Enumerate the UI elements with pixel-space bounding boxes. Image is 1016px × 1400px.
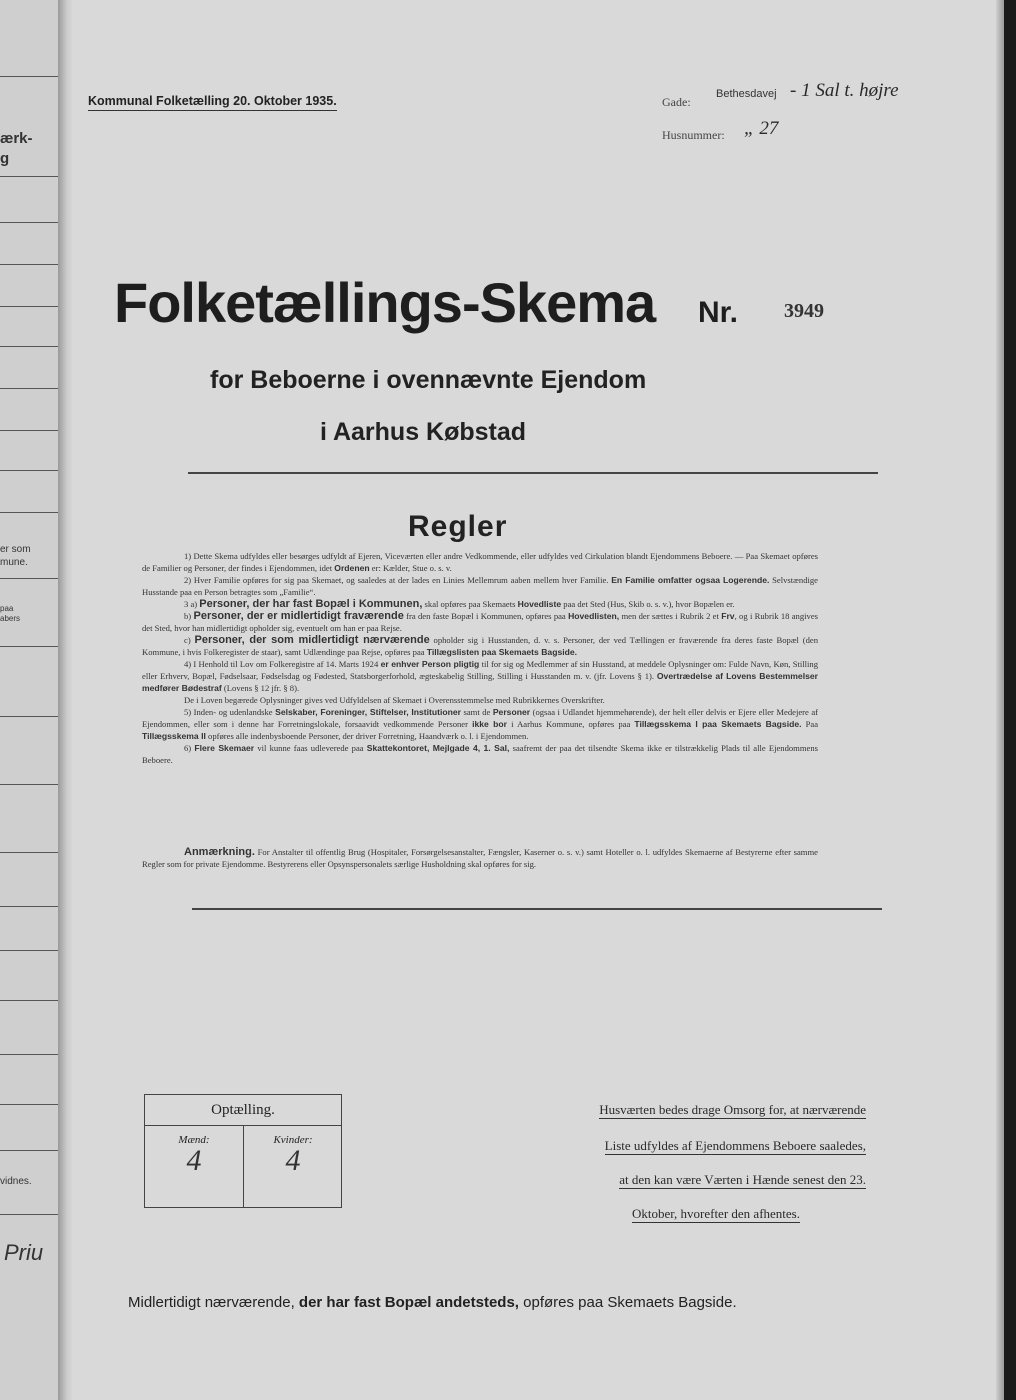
tally-men-cell (145, 1126, 243, 1207)
rule-line (0, 512, 58, 513)
notice-line: Liste udfyldes af Ejendommens Beboere saaledes, (604, 1138, 866, 1153)
street-label: Gade: (662, 95, 691, 109)
rule-2: 2) Hver Familie opføres for sig paa Skemaet, og saaledes at der lades en Linies Mellemrum aaben mellem hver Familie. En Familie omfatter ogsaa Logerende. Selvstændige Husstande paa en Person betragtes som „Familie“. (142, 575, 818, 597)
rule-line (0, 1214, 58, 1215)
notice-line: at den kan være Værten i Hænde senest den 23. (619, 1172, 866, 1187)
page-fragment: paa (0, 604, 14, 613)
rule-5: 5) Inden- og udenlandske Selskaber, Foreninger, Stiftelser, Institutioner samt de Personer (ogsaa i Udlandet hjemmehørende), der helt eller delvis er Ejere eller Medejere af Ejendommen, eller som i denne har Forretningslokale, forsaavidt vedkommende Personer ikke bor i Aarhus Kommune, opføres paa Tillægsskema I paa Skemaets Bagside. Paa Tillægsskema II opføres alle indenbysboende Personer, der driver Forretning, Haandværk o. l. i Ejendommen. (142, 707, 819, 741)
rule-4: 4) I Henhold til Lov om Folkeregistre af 14. Marts 1924 er enhver Person pligtig til for sig og Medlemmer af sin Husstand, at meddele Oplysninger om: Fulde Navn, Køn, Stilling eller Erhverv, Bopæl, Fødselsaar, Fødselsdag og Fødested, Statsborgerforhold, ægteskabelig Stilling, Stilling i Husstanden m. v. (jfr. Lovens § 1). Overtrædelse af Lovens Bestemmelser medfører Bødestraf (Lovens § 12 jfr. § 8). (142, 659, 819, 693)
street-handwritten-value: - 1 Sal t. højre (790, 80, 899, 101)
rule-3c: c) Personer, der som midlertidigt nærværende opholder sig i Husstanden, d. v. s. Personer, der ved Tællingen er fraværende fra deres faste Bopæl (den Kommune, i hvis Folkeregister de staar), samt Udlændinge paa Rejse, opføres paa Tillægslisten paa Skemaets Bagside. (142, 634, 819, 657)
men-label: Mænd: (178, 1134, 210, 1146)
form-number-stamp: 3949 (784, 300, 824, 322)
rule-line (0, 852, 58, 853)
form-location: i Aarhus Købstad (320, 418, 527, 446)
rule-line (0, 430, 58, 431)
tally-title: Optælling. (145, 1095, 341, 1126)
tally-box (144, 1094, 342, 1208)
rule-4b: De i Loven begærede Oplysninger gives ved Udfyldelsen af Skemaet i Overensstemmelse med Rubrikkernes Overskrifter. (184, 695, 605, 705)
street-typed-value: Bethesdavej (716, 88, 777, 100)
rule-line (0, 1054, 58, 1055)
notice-line: Oktober, hvorefter den afhentes. (631, 1206, 800, 1221)
book-gutter (58, 0, 72, 1400)
rule-line (0, 716, 58, 717)
page-fragment: abers (0, 614, 21, 623)
men-count: 4 (186, 1144, 202, 1177)
page-fragment: er som (0, 544, 31, 555)
rule-line (0, 906, 58, 907)
rule-line (0, 470, 58, 471)
rule-line (0, 222, 58, 223)
handwritten-fragment: Priu (4, 1240, 44, 1265)
page-fragment: vidnes. (0, 1176, 32, 1187)
remark-text: For Anstalter til offentlig Brug (Hospitaler, Forsørgelsesanstalter, Fængsler, Kaserner o. s. v.) samt Hoteller o. l. udfyldes Skemaerne af Bestyrerne efter samme Regler som for private Ejendomme. Bestyrerens eller Opsynspersonalets særlige Husholdning skal opføres for sig. (142, 847, 818, 869)
rule-line (0, 388, 58, 389)
rule-3b: b) Personer, der er midlertidigt fraværende fra den faste Bopæl i Kommunen, opføres paa Hovedlisten, men der sættes i Rubrik 2 et Frv, og i Rubrik 18 angives det Sted, hvor han midlertidigt opholder sig, eventuelt om han er paa Rejse. (142, 610, 818, 633)
rule-6: 6) Flere Skemaer vil kunne faas udleverede paa Skattekontoret, Mejlgade 4, 1. Sal, saafremt der paa det tilsendte Skema ikke er tilstrækkelig Plads til alle Ejendommens Beboere. (142, 743, 819, 765)
rule-line (0, 306, 58, 307)
rule-line (0, 578, 58, 579)
women-count: 4 (285, 1144, 301, 1177)
rule-line (0, 950, 58, 951)
rule-1: 1) Dette Skema udfyldes eller besørges udfyldt af Ejeren, Viceværten eller andre Vedkommende, eller udfyldes ved Cirkulation blandt Ejendommens Beboere. — Paa Skemaet opføres de Familier og Personer, der findes i Ejendommen, idet Ordenen er: Kælder, Stue o. s. v. (142, 551, 818, 573)
rule-line (0, 784, 58, 785)
census-header: Kommunal Folketælling 20. Oktober 1935. (88, 94, 337, 111)
rule-line (0, 1150, 58, 1151)
notice-line: Husværten bedes drage Omsorg for, at nærværende (599, 1102, 866, 1117)
form-title: Folketællings-Skema (114, 271, 656, 334)
rule-line (0, 1000, 58, 1001)
tally-women-cell (243, 1126, 342, 1207)
page-edge (996, 0, 1004, 1400)
rule-line (0, 346, 58, 347)
footer-note: Midlertidigt nærværende, der har fast Bopæl andetsteds, opføres paa Skemaets Bagside. (128, 1294, 737, 1311)
women-label: Kvinder: (273, 1134, 313, 1146)
previous-page-strip (0, 0, 58, 1400)
remark-label: Anmærkning. (184, 846, 255, 858)
page-fragment: mune. (0, 557, 28, 568)
rule-line (0, 176, 58, 177)
divider (192, 908, 882, 910)
page-fragment: g (0, 150, 10, 167)
page-fragment: ærk- (0, 130, 33, 147)
house-number-label: Husnummer: (662, 128, 725, 142)
form-number-label: Nr. (698, 296, 739, 329)
rule-line (0, 76, 58, 77)
rule-line (0, 1104, 58, 1105)
rule-line (0, 646, 58, 647)
house-number-value: „ 27 (744, 118, 779, 139)
remark (142, 846, 818, 870)
rules-text (142, 550, 818, 766)
rule-3a: 3 a) Personer, der har fast Bopæl i Kommunen, skal opføres paa Skemaets Hovedliste paa det Sted (Hus, Skib o. s. v.), hvor Bopælen er. (184, 598, 735, 610)
form-subtitle: for Beboerne i ovennævnte Ejendom (210, 366, 647, 394)
divider (188, 472, 878, 474)
rule-line (0, 264, 58, 265)
rules-heading: Regler (408, 510, 508, 543)
